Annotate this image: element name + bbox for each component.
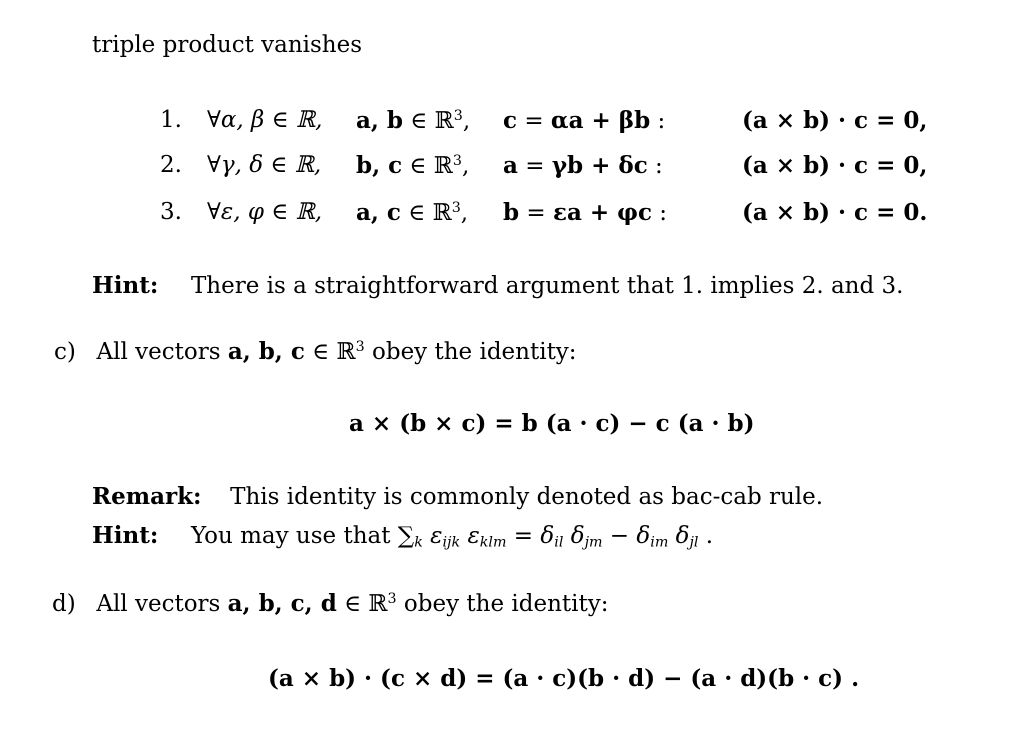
item-number: 1.: [160, 107, 182, 133]
dimension: 3: [451, 200, 461, 217]
delta-index: im: [650, 534, 669, 551]
delta-index: jm: [584, 534, 603, 551]
rhs-expression: αa + βb: [550, 107, 651, 134]
sum-index: k: [414, 534, 423, 551]
levi-civita-index: klm: [479, 534, 507, 551]
kronecker-delta: δ: [675, 523, 690, 549]
colon: :: [650, 108, 666, 134]
remark-text: This identity is commonly denoted as bac-cab rule.: [230, 484, 824, 510]
comma: ,: [460, 200, 469, 226]
period: .: [698, 523, 714, 549]
equals: =: [506, 523, 541, 549]
lhs-vector: b: [503, 199, 520, 226]
equals: =: [517, 108, 551, 134]
part-c-statement: [54, 338, 577, 365]
item-number: 3.: [160, 199, 182, 225]
kronecker-delta: δ: [570, 523, 585, 549]
hint-label: Hint:: [92, 272, 159, 299]
delta-index: il: [554, 534, 564, 551]
linear-combination: [503, 199, 667, 226]
vector-names: a, b: [356, 107, 403, 134]
triple-product-result: (a × b) · c = 0.: [742, 199, 928, 226]
vector-names: b, c: [356, 152, 403, 179]
levi-civita: ε: [467, 523, 480, 549]
dimension: 3: [453, 108, 463, 125]
comma: ,: [461, 153, 470, 179]
colon: :: [647, 153, 663, 179]
lhs-vector: c: [503, 107, 518, 134]
triple-product-result: (a × b) · c = 0,: [742, 107, 928, 134]
space-symbol: ∈ ℝ: [400, 200, 452, 226]
vector-domain: [356, 107, 470, 134]
hint-paragraph: [92, 522, 713, 549]
vector-names: a, c: [356, 199, 401, 226]
linear-combination: [503, 107, 665, 134]
bac-cab-equation: a × (b × c) = b (a · c) − c (a · b): [349, 410, 755, 437]
kronecker-delta: δ: [540, 523, 555, 549]
hint-label: Hint:: [92, 522, 159, 549]
comma: ,: [462, 108, 471, 134]
colon: :: [652, 200, 668, 226]
statement-post: obey the identity:: [364, 339, 577, 365]
levi-civita: ε: [430, 523, 443, 549]
dimension: 3: [387, 591, 397, 608]
hint-paragraph: [92, 272, 903, 299]
remark-label: Remark:: [92, 483, 202, 510]
vector-names: a, b, c, d: [227, 590, 337, 617]
vector-domain: [356, 199, 468, 226]
remark-paragraph: [92, 483, 823, 510]
space-symbol: ∈ ℝ: [336, 591, 388, 617]
vector-domain: [356, 152, 469, 179]
dimension: 3: [452, 153, 462, 170]
quantifier: ∀ε, φ ∈ ℝ,: [207, 199, 323, 225]
quantifier: ∀α, β ∈ ℝ,: [207, 107, 323, 133]
rhs-expression: γb + δc: [551, 152, 648, 179]
quantifier: ∀γ, δ ∈ ℝ,: [207, 152, 322, 178]
kronecker-delta: δ: [636, 523, 651, 549]
dimension: 3: [355, 339, 365, 356]
item-number: 2.: [160, 152, 182, 178]
rhs-expression: εa + φc: [553, 199, 652, 226]
section-heading-fragment: triple product vanishes: [92, 32, 363, 58]
equals: =: [519, 200, 553, 226]
lhs-vector: a: [503, 152, 518, 179]
vector-names: a, b, c: [227, 338, 305, 365]
minus: −: [602, 523, 637, 549]
statement-pre: All vectors: [96, 591, 228, 617]
sum-symbol: ∑: [397, 523, 415, 549]
binet-cauchy-equation: (a × b) · (c × d) = (a · c)(b · d) − (a · d)(b · c) .: [268, 665, 860, 692]
delta-index: jl: [689, 534, 699, 551]
statement-post: obey the identity:: [396, 591, 609, 617]
space-symbol: ∈ ℝ: [403, 108, 454, 134]
hint-text: You may use that: [190, 523, 398, 549]
linear-combination: [503, 152, 663, 179]
equals: =: [517, 153, 552, 179]
part-letter: c): [54, 339, 76, 365]
space-symbol: ∈ ℝ: [304, 339, 356, 365]
hint-text: There is a straightforward argument that 1. implies 2. and 3.: [190, 273, 904, 299]
triple-product-result: (a × b) · c = 0,: [742, 152, 928, 179]
levi-civita-index: ijk: [442, 534, 461, 551]
space-symbol: ∈ ℝ: [402, 153, 453, 179]
part-d-statement: [52, 590, 609, 617]
statement-pre: All vectors: [96, 339, 228, 365]
part-letter: d): [52, 591, 76, 617]
